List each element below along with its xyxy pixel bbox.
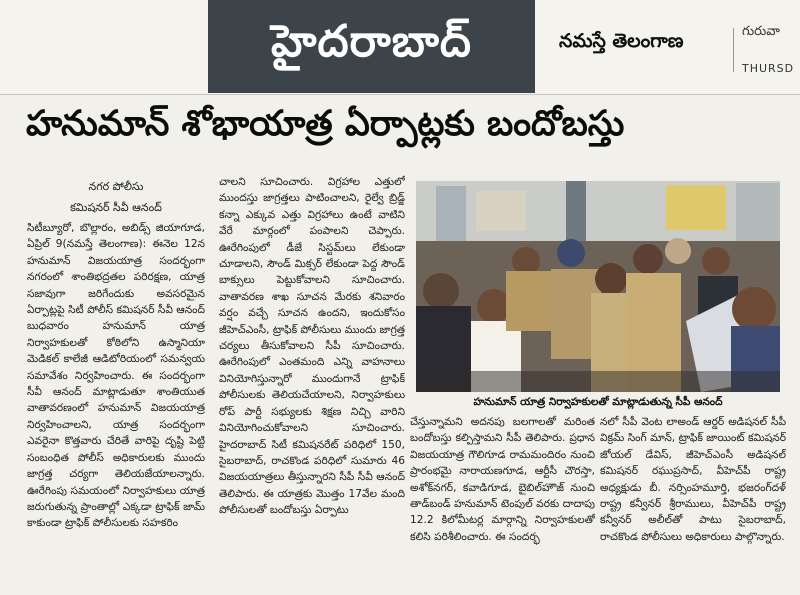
date-weekday-telugu: గురువా	[742, 24, 780, 39]
page-header	[0, 0, 800, 95]
header-divider	[733, 28, 734, 72]
section-title-banner	[208, 0, 535, 93]
column-2-text: చాలని సూచించారు. విగ్రహాల ఎత్తులో ముందస్తు జాగ్రత్తలు పాటించాలని, రైల్వే బ్రిడ్జ్ కన్నా ఎక్కువ ఎత్తు విగ్రహాలు ఉంటే వాటిని వేరే మార్గంలో పంపాలని చెప్పారు. ఊరేగింపులో డీజే సిస్టమ్‌లు లేకుండా చూడాలని, సౌండ్ మిక్సర్ లేకుండా పెద్ద సౌండ్ బాక్సులు పెట్టుకోవాలని సూచించారు. వాతావరణ శాఖ సూచన మేరకు శనివారం వర్షం వచ్చే సూచన ఉందని, ఇందుకోసం జీహెచ్ఎంసీ, ట్రాఫిక్ పోలీసులు ముందు జాగ్రత్త చర్యలు తీసుకోవాలని సీపీ సూచించారు. ఊరేగింపులో ఎంతమంది ఎన్ని వాహనాలు వినియోగిస్తున్నారో ముందుగానే ట్రాఫిక్ పోలీసులకు తెలియచేయాలని, నిర్వాహకులు రోప్ పార్టీ సభ్యులకు శిక్షణ నిచ్చి వారిని వినియోగించుకోవాలని సూచించారు. హైదరాబాద్ సిటీ కమిషనరేట్ పరిధిలో 150, సైబరాబాద్, రాచకొండ పరిధిలో సుమారు 46 విజయయాత్రలు తీస్తున్నారని సీపీ సీవీ ఆనంద్ తెలిపారు. ఈ యాత్రకు మొత్తం 17వేల మంది పోలీసులతో బందోబస్తు ఏర్పాటు	[219, 176, 405, 517]
article-column-2	[219, 174, 405, 591]
column-1-text: సిటీబ్యూరో, బొల్లారం, అబిడ్స్ జియాగూడ, ఏప్రిల్ 9(నమస్తే తెలంగాణ): ఈనెల 12న హనుమాన్ విజయయాత్ర సందర్భంగా నగరంలో శాంతిభద్రతల పరిరక్షణ, యాత్ర సజావుగా జరిగేందుకు అవసరమైన ఏర్పాట్లపై సిటీ పోలీస్ కమిషనర్ సీవీ ఆనంద్ బుధవారం హనుమాన్ యాత్ర నిర్వాహకులతో కోఠిలోని ఉస్మానియా మెడికల్ కాలేజీ ఆడిటోరియంలో సమన్వయ సమావేశం నిర్వహించారు. ఈ సందర్భంగా సీవీ ఆనంద్ మాట్లాడుతూ శాంతియుత వాతావరణంలో హనుమాన్ విజయయాత్ర నిర్వహించాలని, యాత్ర సందర్భంగా ఎవరైనా కొత్తవారు చేరితే వారిపై దృష్టి పెట్టి సంబంధిత పోలీస్ అధికారులకు ముందు జాగ్రత్త చర్యగా తెలియజేయాలన్నారు. ఊరేగింపు సమయంలో నిర్వాహకులు యాత్ర జరుగుతున్న ప్రాంతాల్లో ఎక్కడా ట్రాఫిక్ జామ్ కాకుండా ట్రాఫిక్ పోలీసులకు సహకరిం	[27, 222, 205, 530]
date-weekday-english: THURSD	[742, 62, 795, 75]
article-column-1	[27, 178, 205, 595]
photo-caption: హనుమాన్ యాత్ర నిర్వాహకులతో మాట్లాడుతున్న సీపీ ఆనంద్	[473, 396, 723, 408]
column-4-text: నలో సీపీ వెంట లాఅండ్ ఆర్డర్ అడిషనల్ సీపీ విక్రమ్ సింగ్ మాన్, ట్రాఫిక్ జాయింట్ కమిషనర్ జోయల్ డేవిస్, జీహెచ్ఎంసీ అడిషనల్ కమిషనర్ రఘుప్రసాద్, వీహెచ్‌పీ రాష్ట్ర అధ్యక్షుడు బీ. నర్సింహమూర్తి, భజరంగ్‌దళ్ రాష్ట్ర కన్వీనర్ శ్రీరాములు, వీహెచ్‌పీ రాష్ట్ర కన్వీనర్ అలీల్‌తో పాటు సైబరాబాద్, రాచకొండ పోలీసులు అధికారులు పాల్గొన్నారు.	[600, 416, 786, 543]
article-headline: హనుమాన్ శోభాయాత్ర ఏర్పాట్లకు బందోబస్తు	[26, 104, 625, 144]
byline-line-1: నగర పోలీసు	[88, 180, 144, 193]
crowd-photo-illustration	[416, 181, 780, 392]
newspaper-brand: నమస్తే తెలంగాణ	[559, 30, 684, 52]
article-column-4	[600, 414, 786, 594]
byline-line-2: కమిషనర్ సీవీ ఆనంద్	[70, 201, 162, 214]
column-3-text: చేస్తున్నామని అదనపు బలగాలతో మరింత బందోబస్తు కల్పిస్తామని సీపీ తెలిపారు. ప్రధాన విజయయాత్ర గౌలిగూడ రామమందిరం నుంచి ప్రారంభమై నారాయణగూడ, ఆర్టీసీ చౌరస్తా, అశోక్‌నగర్, కవాడిగూడ, బైబిల్‌హౌజ్ నుంచి తాడ్‌బండ్ హనుమాన్ టెంపుల్ వరకు దాదాపు 12.2 కిలోమీటర్ల మార్గాన్ని నిర్వాహకులతో కలిసి పరిశీలించారు. ఈ సందర్భ	[410, 416, 595, 543]
section-title: హైదరాబాద్	[271, 15, 472, 67]
news-photo	[416, 181, 780, 392]
article-column-3	[410, 414, 595, 594]
header-rule	[0, 94, 800, 95]
